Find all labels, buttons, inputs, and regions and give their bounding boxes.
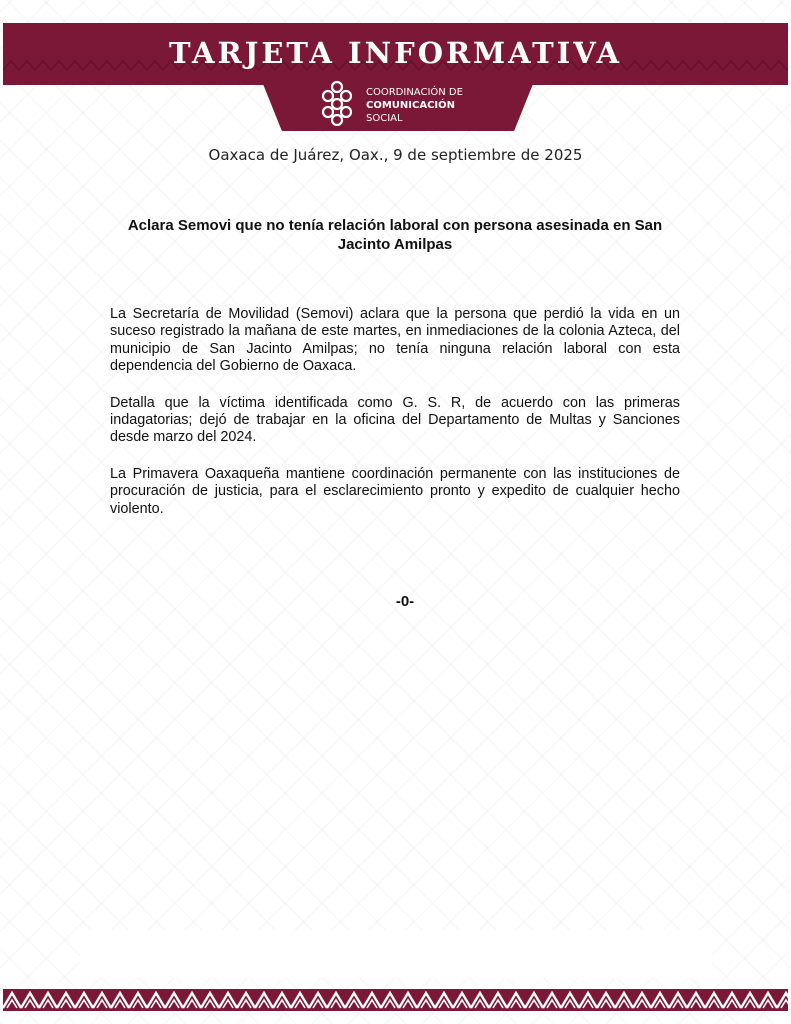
footer-band [3, 989, 788, 1011]
page-title: TARJETA INFORMATIVA [169, 36, 622, 70]
dateline: Oaxaca de Juárez, Oax., 9 de septiembre de 2025 [208, 146, 583, 164]
logo-line-2: COMUNICACIÓN [366, 100, 456, 111]
article-body [110, 306, 680, 537]
paragraph-3: La Primavera Oaxaqueña mantiene coordinación permanente con las instituciones de procuración de justicia, para el esclarecimiento pronto y expedito de cualquier hecho violento. [110, 465, 680, 517]
paragraph-2: Detalla que la víctima identificada como G. S. R, de acuerdo con las primeras indagatorias; dejó de trabajar en la oficina del Departamento de Multas y Sanciones desde marzo del 2024. [110, 394, 680, 446]
paragraph-1: La Secretaría de Movilidad (Semovi) aclara que la persona que perdió la vida en un suceso registrado la mañana de este martes, en inmediaciones de la colonia Azteca, del municipio de San Jacinto Amilpas; no tenía ninguna relación laboral con esta dependencia del Gobierno de Oaxaca. [110, 306, 680, 375]
footer-blank-area [80, 930, 712, 978]
greca-footer-pattern [3, 989, 788, 1011]
logo-text [366, 86, 463, 125]
closing-mark: -0- [395, 593, 415, 610]
headline: Aclara Semovi que no tenía relación laboral con persona asesinada en San Jacinto Amilpas [127, 217, 663, 253]
oaxaca-greca-emblem-icon [318, 80, 356, 126]
logo-line-1: COORDINACIÓN DE [366, 87, 463, 98]
logo-line-3: SOCIAL [366, 113, 403, 124]
